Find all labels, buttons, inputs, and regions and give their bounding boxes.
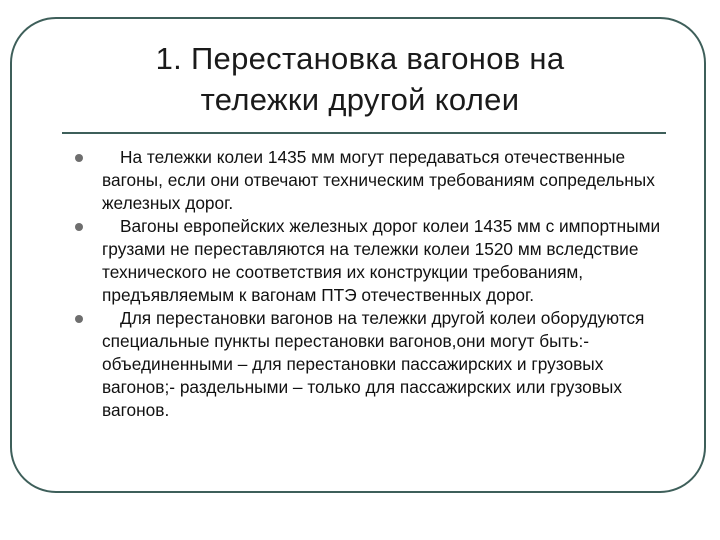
bullet-dot-icon [75, 223, 83, 231]
bullet-item-3 [74, 307, 674, 422]
bullet-dot-icon [75, 154, 83, 162]
bullet-dot-icon [75, 315, 83, 323]
bullet-text: Вагоны европейских железных дорог колеи 1435 мм с импортными грузами не переставляются на тележки колеи 1520 мм вследствие технического не соответствия их конструкции требованиям, предъявляемым к вагонам ПТЭ отечественных дорог. [102, 216, 661, 305]
bullet-text: Для перестановки вагонов на тележки другой колеи оборудуются специальные пункты перестановки вагонов,они могут быть:- объединенными – для перестановки пассажирских и грузовых вагонов;- раздельными – только для пассажирских или грузовых вагонов. [102, 308, 645, 420]
title-line-1: 1. Перестановка вагонов на [155, 41, 565, 76]
title-divider [62, 132, 666, 134]
title-line-2: тележки другой колеи [200, 82, 520, 117]
bullet-item-1 [74, 146, 674, 215]
bullet-list [74, 146, 674, 422]
bullet-item-2 [74, 215, 674, 307]
slide-title [60, 38, 660, 120]
bullet-text: На тележки колеи 1435 мм могут передаваться отечественные вагоны, если они отвечают техническим требованиям сопредельных железных дорог. [102, 147, 655, 213]
